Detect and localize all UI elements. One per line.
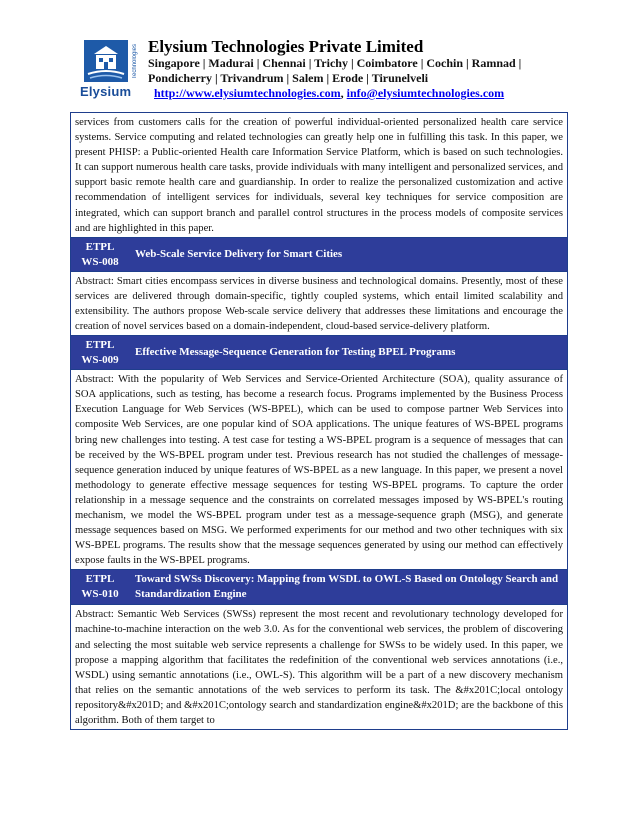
paper-title-row-ws-010 — [71, 570, 567, 605]
branch-cities-line-1: Singapore | Madurai | Chennai | Trichy | Coimbatore | Cochin | Ramnad | — [148, 56, 522, 70]
email-link[interactable]: info@elysiumtechnologies.com — [346, 86, 505, 100]
paper-code-prefix: ETPL — [85, 573, 115, 586]
paper-title-row-ws-008 — [71, 238, 567, 272]
abstract-lead-line: services from customers calls for the creation of powerful individual-oriented personalized health care — [75, 117, 529, 128]
paper-code-prefix: ETPL — [85, 339, 115, 352]
website-link[interactable]: http://www.elysiumtechnologies.com — [154, 86, 341, 100]
abstract-continuation — [71, 113, 567, 238]
logo-side-text: Technologies — [132, 43, 138, 79]
paper-code — [71, 570, 129, 604]
company-logo — [78, 40, 142, 102]
paper-title: Toward SWSs Discovery: Mapping from WSDL to OWL-S Based on Ontology Search and Standardization Engine — [135, 573, 559, 601]
paper-abstract-ws-008: Abstract: Smart cities encompass services in diverse business and technological domains. Presently, most of these services are delivered through domain-specific, tightly coupled systems, which entail limited scalability and extensibility. The authors propose Web-scale service delivery that addresses these limitations and encourage the creation of novel services based on a domain-independent, cloud-based service-delivery platform. — [71, 272, 567, 336]
paper-title: Web-Scale Service Delivery for Smart Cities — [135, 247, 343, 260]
paper-code-number: WS-009 — [81, 354, 119, 367]
paper-abstract-ws-009: Abstract: With the popularity of Web Services and Service-Oriented Architecture (SOA), quality assurance of SOA applications, such as testing, has become a research focus. Programs implemented by the Business Process Execution Language for Web Services (WS-BPEL), which can be used to compose partner Web Services into composite Web Services, are one popular kind of SOA applications. The unique features of WS-BPEL programs bring new challenges into testing. A test case for testing a WS-BPEL program is a sequence of messages that can be received by the WS-BPEL program under test. Previous research has not studied the challenges of message-sequence generation induced by unique features of WS-BPEL as a new language. In this paper, we present a novel methodology to generate effective message sequences for testing WS-BPEL programs. To capture the order relationship in a message sequence and the constraints on correlated messages imposed by WS-BPEL's routing mechanism, we model the WS-BPEL program under test as a message-sequence graph (MSG), and generate message sequences based on MSG. We performed experiments for our method and two other techniques with six WS-BPEL programs. The results show that the message sequences generated by using our method can effectively expose faults in the WS-BPEL programs. — [71, 370, 567, 570]
paper-abstract-ws-010: Abstract: Semantic Web Services (SWSs) represent the most recent and revolutionary technology developed for machine-to-machine interaction on the web 3.0. As for the conventional web services, the problem of discovering and selecting the most suitable web service represents a challenge for SWSs to be widely used. In this paper, we propose a mapping algorithm that facilitates the redefinition of the conventional web services annotations (i.e., WSDL) using semantic annotations (i.e., OWL-S). This algorithm will be a part of a new discovery mechanism that relies on the semantic annotations of the web services to perform its task. The &#x201C;local ontology repository&#x201D; and &#x201C;ontology search and standardization engine&#x201D; are the backbone of this algorithm. Both of them target to — [75, 609, 563, 726]
paper-code — [71, 336, 129, 369]
abstract-text: service systems. Service computing and related technologies can greatly help one in fulfilling this task. In this paper, we present PHISP: a Public-oriented Health care Information Service Platform, which is based on such technologies. It can support numerous health care tasks, provide individuals with many intelligent and personalized services, and support basic remote health care and guardianship. In order to realize the personalized customization and active recommendation of intelligent services for individuals, several key techniques for service composition are integrated, which can support branch and parallel control structures in the process models of composite services and are highlighted in this paper. — [75, 117, 563, 234]
paper-code-number: WS-008 — [81, 255, 119, 268]
paper-title-row-ws-009 — [71, 336, 567, 370]
abstracts-table — [70, 112, 568, 730]
paper-code — [71, 238, 129, 271]
paper-title: Effective Message-Sequence Generation for Testing BPEL Programs — [135, 346, 456, 359]
link-separator: , — [340, 86, 344, 100]
contact-links — [154, 86, 504, 101]
page-header — [78, 34, 578, 102]
logo-emblem — [84, 40, 128, 82]
paper-code-prefix: ETPL — [85, 240, 115, 253]
company-name: Elysium Technologies Private Limited — [148, 37, 424, 56]
paper-code-number: WS-010 — [81, 588, 119, 601]
building-icon — [84, 40, 128, 82]
logo-wordmark: Elysium — [80, 84, 132, 99]
branch-cities-line-2: Pondicherry | Trivandrum | Salem | Erode | Tirunelveli — [148, 71, 429, 85]
